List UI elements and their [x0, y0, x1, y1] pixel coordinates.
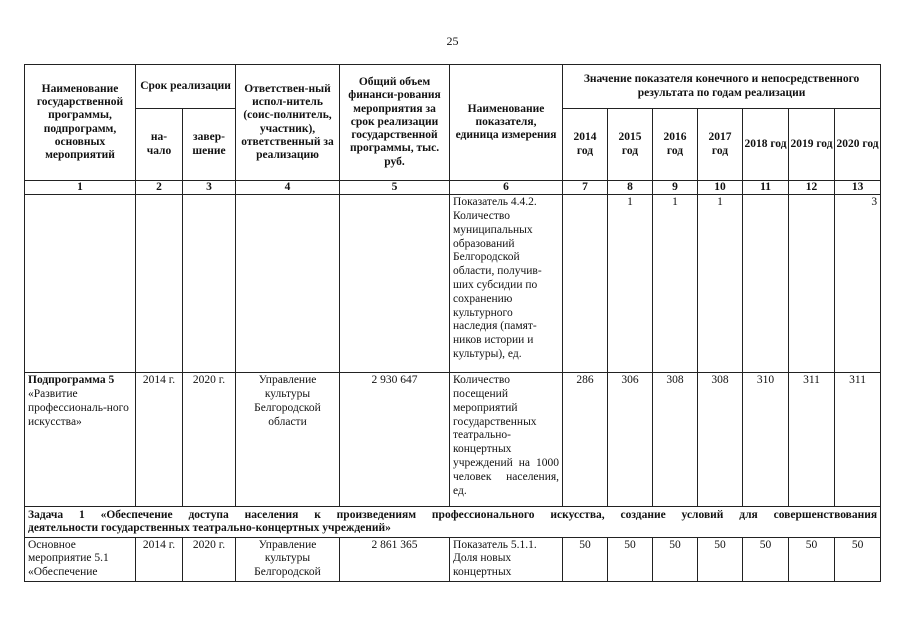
header-term: Срок реализации — [136, 65, 236, 109]
cell-executor — [236, 195, 340, 373]
cell-value-2018: 50 — [743, 537, 789, 581]
cell-start — [136, 195, 183, 373]
cell-value-2019: 311 — [789, 373, 835, 507]
cell-value-2018 — [743, 195, 789, 373]
column-number: 9 — [653, 181, 698, 195]
program-indicators-table — [24, 64, 881, 582]
cell-value-2014 — [563, 195, 608, 373]
cell-indicator: Показатель 4.4.2. Количество муниципальных образований Белгородской области, получив-ших субсидии по сохранению культурного наследия (памят-ников истории и культуры), ед. — [450, 195, 563, 373]
task-heading-line: Задача 1 «Обеспечение доступа населения к произведениям профессионального искусства, создание условий для совершенствования — [28, 509, 878, 522]
header-program-name: Наименование государственной программы, подпрограмм, основных мероприятий — [25, 65, 136, 181]
cell-value-2017: 308 — [698, 373, 743, 507]
cell-value-2015: 1 — [608, 195, 653, 373]
cell-executor: Управление культуры Белгородской области — [236, 373, 340, 507]
header-year-2014: 2014 год — [563, 109, 608, 181]
cell-end — [183, 195, 236, 373]
cell-start: 2014 г. — [136, 373, 183, 507]
cell-value-2017: 1 — [698, 195, 743, 373]
cell-funding: 2 861 365 — [340, 537, 450, 581]
cell-program-name — [25, 195, 136, 373]
task-row — [25, 507, 881, 537]
cell-program-name — [25, 373, 136, 507]
column-number: 1 — [25, 181, 136, 195]
cell-executor: Управление культуры Белгородской — [236, 537, 340, 581]
cell-end: 2020 г. — [183, 373, 236, 507]
cell-value-2019 — [789, 195, 835, 373]
header-year-2020: 2020 год — [835, 109, 881, 181]
column-numbers-row — [25, 181, 881, 195]
header-funding: Общий объем финанси-рования мероприятия за срок реализации государственной программы, тыс. руб. — [340, 65, 450, 181]
header-year-2019: 2019 год — [789, 109, 835, 181]
cell-indicator: Количество посещений мероприятий государственных театрально-концертных учреждений на 1000 человек населения, ед. — [450, 373, 563, 507]
cell-value-2019: 50 — [789, 537, 835, 581]
column-number: 11 — [743, 181, 789, 195]
header-year-2015: 2015 год — [608, 109, 653, 181]
cell-value-2015: 306 — [608, 373, 653, 507]
cell-funding — [340, 195, 450, 373]
column-number: 8 — [608, 181, 653, 195]
header-end: завер-шение — [183, 109, 236, 181]
column-number: 7 — [563, 181, 608, 195]
page-number: 25 — [446, 34, 459, 48]
subprogram-title: Подпрограмма 5 — [28, 374, 115, 387]
cell-value-2016: 50 — [653, 537, 698, 581]
header-year-2018: 2018 год — [743, 109, 789, 181]
cell-value-2020: 50 — [835, 537, 881, 581]
header-year-2017: 2017 год — [698, 109, 743, 181]
header-year-2016: 2016 год — [653, 109, 698, 181]
column-number: 4 — [236, 181, 340, 195]
cell-value-2016: 308 — [653, 373, 698, 507]
cell-value-2014: 286 — [563, 373, 608, 507]
header-indicator: Наименование показателя, единица измерения — [450, 65, 563, 181]
table-row — [25, 537, 881, 581]
header-start: на-чало — [136, 109, 183, 181]
table-row — [25, 373, 881, 507]
column-number: 13 — [835, 181, 881, 195]
subprogram-name: «Развитие профессиональ-ного искусства» — [28, 388, 129, 428]
cell-indicator: Показатель 5.1.1. Доля новых концертных — [450, 537, 563, 581]
task-heading — [25, 507, 881, 537]
cell-value-2020: 311 — [835, 373, 881, 507]
column-number: 12 — [789, 181, 835, 195]
cell-value-2017: 50 — [698, 537, 743, 581]
column-number: 2 — [136, 181, 183, 195]
cell-value-2014: 50 — [563, 537, 608, 581]
cell-end: 2020 г. — [183, 537, 236, 581]
task-heading-line: деятельности государственных театрально-концертных учреждений» — [28, 522, 391, 535]
header-executor: Ответствен-ный испол-нитель (соис-полнитель, участник), ответственный за реализацию — [236, 65, 340, 181]
cell-value-2020: 3 — [835, 195, 881, 373]
header-values: Значение показателя конечного и непосредственного результата по годам реализации — [563, 65, 881, 109]
cell-start: 2014 г. — [136, 537, 183, 581]
column-number: 6 — [450, 181, 563, 195]
cell-value-2015: 50 — [608, 537, 653, 581]
cell-value-2018: 310 — [743, 373, 789, 507]
cell-value-2016: 1 — [653, 195, 698, 373]
column-number: 10 — [698, 181, 743, 195]
column-number: 3 — [183, 181, 236, 195]
column-number: 5 — [340, 181, 450, 195]
cell-program-name: Основное мероприятие 5.1 «Обеспечение — [25, 537, 136, 581]
table-row — [25, 195, 881, 373]
cell-funding: 2 930 647 — [340, 373, 450, 507]
